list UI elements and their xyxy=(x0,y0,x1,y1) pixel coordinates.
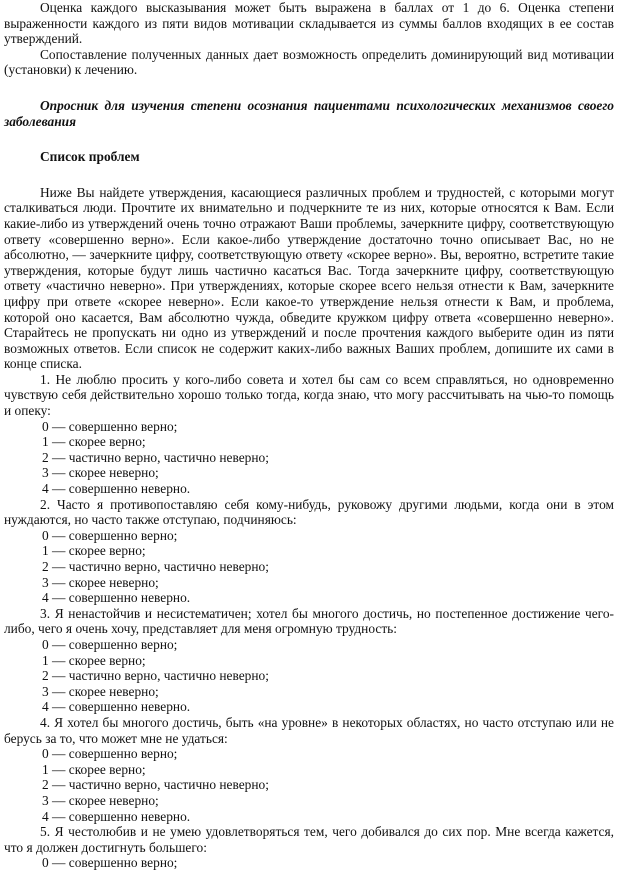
answer-option: 0 — совершенно верно; xyxy=(42,527,178,543)
answer-option: 4 — совершенно неверно. xyxy=(42,699,191,715)
answer-option: 4 — совершенно неверно. xyxy=(42,590,191,606)
answer-option: 1 — скорее верно; xyxy=(42,652,146,668)
item-4 xyxy=(4,715,614,824)
item-text: 3. Я ненастойчив и несистематичен; хотел бы многого достичь, но постепенное достижение чего-либо, чего я очень хочу, представляет для меня огромную трудность: xyxy=(4,605,614,637)
answer-option: 4 — совершенно неверно. xyxy=(42,808,191,824)
answer-option: 3 — скорее неверно; xyxy=(42,465,159,481)
instructions-paragraph: Ниже Вы найдете утверждения, касающиеся различных проблем и трудностей, с которыми могут сталкиваться люди. Прочтите их внимательно и подчеркните те из них, которые относятся к Вам. Если какие-либо из утверждений очень точно отражают Ваши проблемы, зачеркните цифру, соответствующую ответу «совершенно верно». Если какое-либо утверждение достаточно точно описывает Вас, но не абсолютно, — зачеркните цифру, соответствующую ответу «скорее верно». Вы, вероятно, встретите такие утверждения, которые будут лишь частично касаться Вас. Тогда зачеркните цифру, соответствующую ответу «частично неверно». При утверждениях, которые скорее всего нельзя отнести к Вам, зачеркните цифру при ответе «скорее неверно». Если какое-то утверждение нельзя отнести к Вам, и проблема, которой оно касается, Вам абсолютно чужда, обведите кружком цифру ответа «совершенно неверно». Старайтесь не пропускать ни одно из утверждений и после прочтения каждого выберите один из пяти возможных ответов. Если список не содержит каких-либо важных Ваших проблем, допишите их сами в конце списка. xyxy=(4,184,614,372)
item-2 xyxy=(4,497,614,606)
answer-option: 2 — частично верно, частично неверно; xyxy=(42,449,269,465)
answer-option: 0 — совершенно верно; xyxy=(42,746,178,762)
answer-option: 3 — скорее неверно; xyxy=(42,792,159,808)
answer-options xyxy=(4,855,614,871)
answer-option: 0 — совершенно верно; xyxy=(42,636,178,652)
answer-option: 3 — скорее неверно; xyxy=(42,683,159,699)
answer-options xyxy=(4,746,614,824)
item-text: 2. Часто я противопоставляю себя кому-нибудь, руковожу другими людьми, когда они в этом нуждаются, но часто также отступаю, подчиняюсь: xyxy=(4,496,614,528)
item-text: 4. Я хотел бы многого достичь, быть «на уровне» в некоторых областях, но часто отступаю или не берусь за то, что может мне не удаться: xyxy=(4,714,614,746)
item-text: 1. Не люблю просить у кого-либо совета и хотел бы сам со всем справляться, но одновременно чувствую себя действительно хорошо только тогда, когда знаю, что могу рассчитывать на чью-то помощь и опеку: xyxy=(4,371,614,419)
answer-options xyxy=(4,528,614,606)
comparison-paragraph: Сопоставление полученных данных дает возможность определить доминирующий вид мотивации (установки) к лечению. xyxy=(4,46,614,78)
answer-options xyxy=(4,419,614,497)
answer-option: 2 — частично верно, частично неверно; xyxy=(42,559,269,574)
item-5 xyxy=(4,824,614,871)
answer-options xyxy=(4,637,614,715)
answer-option: 1 — скорее верно; xyxy=(42,761,146,777)
problem-list-heading: Список проблем xyxy=(40,149,140,165)
item-1 xyxy=(4,372,614,497)
answer-option: 4 — совершенно неверно. xyxy=(42,481,191,497)
section-title: Опросник для изучения степени осознания пациентами психологических механизмов своего заболевания xyxy=(4,97,614,129)
answer-option: 0 — совершенно верно; xyxy=(42,855,178,871)
answer-option: 1 — скорее верно; xyxy=(42,434,146,450)
answer-option: 3 — скорее неверно; xyxy=(42,574,159,590)
answer-option: 2 — частично верно, частично неверно; xyxy=(42,777,269,793)
item-3 xyxy=(4,606,614,715)
answer-option: 0 — совершенно верно; xyxy=(42,418,178,434)
scoring-paragraph: Оценка каждого высказывания может быть выражена в баллах от 1 до 6. Оценка степени выраженности каждого из пяти видов мотивации складывается из суммы баллов входящих в ее состав утверждений. xyxy=(4,0,614,47)
answer-option: 2 — частично верно, частично неверно; xyxy=(42,668,269,684)
item-text: 5. Я честолюбив и не умею удовлетворяться тем, чего добивался до сих пор. Мне всегда кажется, что я должен достигнуть большего: xyxy=(4,824,614,855)
answer-option: 1 — скорее верно; xyxy=(42,543,146,559)
